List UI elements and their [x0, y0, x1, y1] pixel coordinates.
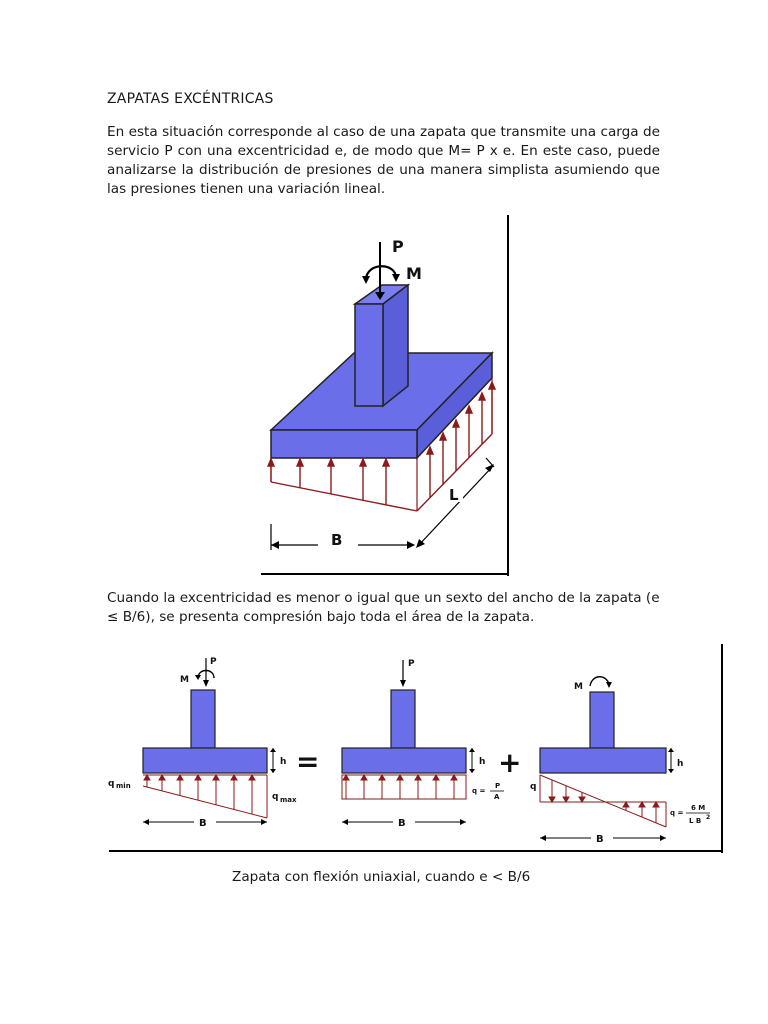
equals-sign: = [296, 745, 320, 778]
diagram-moment [530, 677, 710, 845]
section-heading: ZAPATAS EXCÉNTRICAS [107, 91, 274, 107]
svg-text:P: P [495, 782, 501, 790]
label-B: B [331, 531, 343, 549]
svg-text:max: max [280, 796, 297, 804]
svg-text:B: B [199, 818, 207, 829]
svg-text:h: h [280, 757, 287, 767]
svg-text:B: B [596, 834, 604, 845]
eccentricity-paragraph: Cuando la excentricidad es menor o igual que un sexto del ancho de la zapata (e ≤ B/6), se presenta compresión bajo toda el área de la zapata. [107, 590, 660, 625]
svg-text:P: P [210, 657, 217, 667]
svg-text:M: M [180, 675, 189, 685]
superposition-figure [106, 642, 726, 856]
diagram-axial [342, 659, 504, 829]
svg-text:P: P [408, 659, 415, 669]
svg-text:6 M: 6 M [691, 804, 706, 812]
svg-text:q: q [530, 782, 537, 792]
svg-text:q =: q = [670, 809, 684, 817]
slab-front [271, 430, 417, 458]
svg-text:q: q [272, 792, 279, 802]
intro-paragraph: En esta situación corresponde al caso de una zapata que transmite una carga de servicio P con una excentricidad e, de modo que M= P x e. En este caso, puede analizarse la distribución de presiones de una manera simplista asumiendo que las presiones tienen una variación lineal. [107, 124, 660, 197]
figure-caption: Zapata con flexión uniaxial, cuando e < B/6 [232, 869, 531, 885]
svg-text:q: q [108, 779, 115, 789]
svg-text:q =: q = [472, 787, 486, 795]
column [355, 304, 383, 406]
svg-text:M: M [574, 682, 583, 692]
label-M: M [406, 264, 422, 283]
svg-text:min: min [116, 782, 131, 790]
svg-text:2: 2 [706, 814, 711, 821]
svg-text:h: h [677, 759, 684, 769]
label-L: L [449, 486, 459, 504]
svg-text:h: h [479, 757, 486, 767]
footing-isometric-figure [258, 212, 518, 578]
svg-text:B: B [398, 818, 406, 829]
svg-text:A: A [494, 793, 500, 801]
svg-text:L B: L B [689, 817, 702, 825]
plus-sign: + [498, 746, 522, 779]
diagram-combined [108, 657, 297, 829]
label-P: P [392, 237, 404, 256]
